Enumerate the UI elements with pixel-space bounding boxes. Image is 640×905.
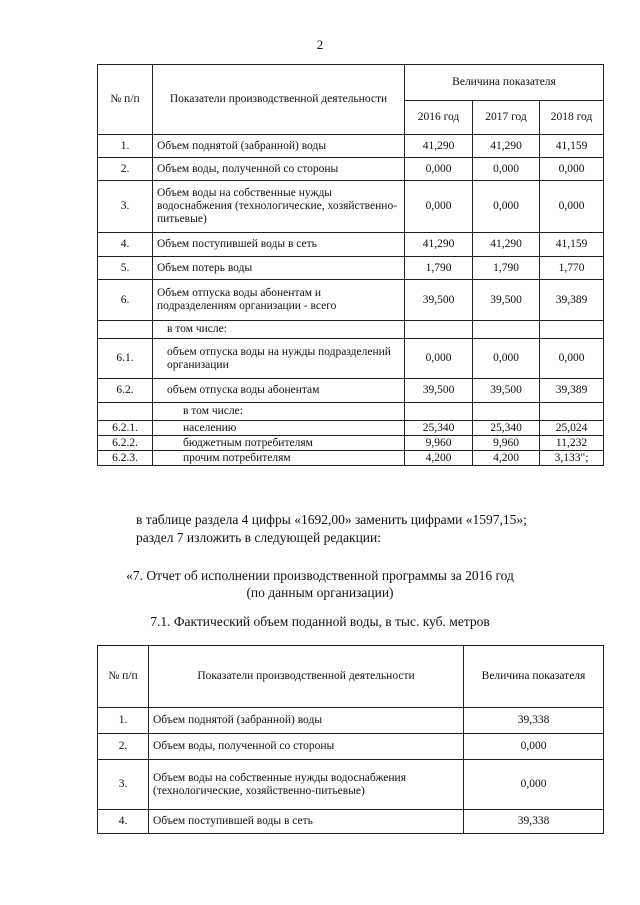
row-value: 0,000 bbox=[540, 158, 604, 181]
section-subtitle: (по данным организации) bbox=[246, 585, 394, 600]
table-row bbox=[98, 734, 604, 760]
production-table-2016-2018 bbox=[97, 64, 604, 466]
row-value: 39,389 bbox=[540, 379, 604, 403]
row-num: 4. bbox=[98, 233, 153, 257]
header-value: Величина показателя bbox=[464, 646, 604, 708]
table-row bbox=[98, 403, 604, 421]
row-value: 39,338 bbox=[464, 810, 604, 834]
row-value: 41,290 bbox=[405, 135, 473, 158]
row-value: 41,159 bbox=[540, 233, 604, 257]
paragraph-section-7: раздел 7 изложить в следующей редакции: bbox=[136, 530, 382, 545]
row-num: 5. bbox=[98, 257, 153, 280]
row-num: 2. bbox=[98, 158, 153, 181]
page-number: 2 bbox=[316, 37, 324, 52]
row-value: 0,000 bbox=[464, 760, 604, 810]
row-value: 25,340 bbox=[473, 421, 540, 436]
paragraph-replace-figures: в таблице раздела 4 цифры «1692,00» заменить цифрами «1597,15»; bbox=[136, 512, 527, 527]
row-num bbox=[98, 321, 153, 339]
row-value: 9,960 bbox=[405, 436, 473, 451]
row-label: Объем отпуска воды абонентам и подразделениям организации - всего bbox=[153, 280, 405, 321]
header-year: 2017 год bbox=[473, 101, 540, 135]
table-header-row bbox=[98, 65, 604, 101]
row-label: Объем поступившей воды в сеть bbox=[149, 810, 464, 834]
table-row bbox=[98, 257, 604, 280]
row-label: Объем воды на собственные нужды водоснабжения (технологические, хозяйственно-питьевые) bbox=[149, 760, 464, 810]
row-value: 39,500 bbox=[405, 280, 473, 321]
row-num: 6.2.3. bbox=[98, 451, 153, 466]
row-value: 41,290 bbox=[473, 135, 540, 158]
row-value: 0,000 bbox=[540, 339, 604, 379]
table-row bbox=[98, 233, 604, 257]
row-value: 1,790 bbox=[473, 257, 540, 280]
table-row bbox=[98, 436, 604, 451]
row-label: бюджетным потребителям bbox=[153, 436, 405, 451]
table-row bbox=[98, 181, 604, 233]
row-value: 39,500 bbox=[473, 379, 540, 403]
row-num: 4. bbox=[98, 810, 149, 834]
subsection-title: 7.1. Фактический объем поданной воды, в тыс. куб. метров bbox=[150, 614, 490, 629]
row-label: Объем поднятой (забранной) воды bbox=[149, 708, 464, 734]
row-label: Объем воды, полученной со стороны bbox=[153, 158, 405, 181]
row-value: 25,024 bbox=[540, 421, 604, 436]
row-value: 0,000 bbox=[473, 181, 540, 233]
row-value: 39,338 bbox=[464, 708, 604, 734]
row-label: в том числе: bbox=[153, 403, 405, 421]
table-row bbox=[98, 321, 604, 339]
row-value: 1,790 bbox=[405, 257, 473, 280]
row-num: 1. bbox=[98, 135, 153, 158]
row-value: 11,232 bbox=[540, 436, 604, 451]
row-num: 6.2.2. bbox=[98, 436, 153, 451]
row-value: 0,000 bbox=[405, 181, 473, 233]
row-value bbox=[473, 403, 540, 421]
row-num: 3. bbox=[98, 760, 149, 810]
row-label: прочим потребителям bbox=[153, 451, 405, 466]
table-header-row bbox=[98, 646, 604, 708]
header-year: 2018 год bbox=[540, 101, 604, 135]
row-label: Объем воды, полученной со стороны bbox=[149, 734, 464, 760]
table-row bbox=[98, 158, 604, 181]
row-label: объем отпуска воды на нужды подразделений организации bbox=[153, 339, 405, 379]
row-label: в том числе: bbox=[153, 321, 405, 339]
header-indicator: Показатели производственной деятельности bbox=[153, 65, 405, 135]
row-value: 41,159 bbox=[540, 135, 604, 158]
row-value: 0,000 bbox=[405, 339, 473, 379]
row-label: Объем потерь воды bbox=[153, 257, 405, 280]
row-label: населению bbox=[153, 421, 405, 436]
header-value: Величина показателя bbox=[405, 65, 604, 101]
row-value bbox=[405, 321, 473, 339]
table-row bbox=[98, 451, 604, 466]
row-value: 25,340 bbox=[405, 421, 473, 436]
row-value: 39,500 bbox=[405, 379, 473, 403]
row-value bbox=[405, 403, 473, 421]
row-value: 4,200 bbox=[405, 451, 473, 466]
header-num: № п/п bbox=[98, 646, 149, 708]
row-value: 0,000 bbox=[540, 181, 604, 233]
row-num: 6.2.1. bbox=[98, 421, 153, 436]
row-label: Объем поднятой (забранной) воды bbox=[153, 135, 405, 158]
row-num: 6.1. bbox=[98, 339, 153, 379]
row-value: 0,000 bbox=[473, 339, 540, 379]
header-num: № п/п bbox=[98, 65, 153, 135]
table-row bbox=[98, 421, 604, 436]
actual-water-volume-table bbox=[97, 645, 604, 834]
row-num: 6. bbox=[98, 280, 153, 321]
row-value: 4,200 bbox=[473, 451, 540, 466]
row-label: объем отпуска воды абонентам bbox=[153, 379, 405, 403]
row-value: 0,000 bbox=[405, 158, 473, 181]
header-year: 2016 год bbox=[405, 101, 473, 135]
table-row bbox=[98, 339, 604, 379]
table-row bbox=[98, 379, 604, 403]
row-num: 1. bbox=[98, 708, 149, 734]
row-value: 41,290 bbox=[405, 233, 473, 257]
row-num: 6.2. bbox=[98, 379, 153, 403]
table-row bbox=[98, 708, 604, 734]
row-value bbox=[540, 321, 604, 339]
row-num: 3. bbox=[98, 181, 153, 233]
row-value: 39,389 bbox=[540, 280, 604, 321]
row-value: 1,770 bbox=[540, 257, 604, 280]
row-value: 0,000 bbox=[464, 734, 604, 760]
section-title: «7. Отчет об исполнении производственной программы за 2016 год bbox=[126, 568, 514, 583]
row-value: 39,500 bbox=[473, 280, 540, 321]
header-indicator: Показатели производственной деятельности bbox=[149, 646, 464, 708]
table-row bbox=[98, 280, 604, 321]
row-value bbox=[540, 403, 604, 421]
row-num: 2. bbox=[98, 734, 149, 760]
row-label: Объем поступившей воды в сеть bbox=[153, 233, 405, 257]
row-value bbox=[473, 321, 540, 339]
row-value: 0,000 bbox=[473, 158, 540, 181]
row-label: Объем воды на собственные нужды водоснабжения (технологические, хозяйственно-питьевые) bbox=[153, 181, 405, 233]
row-value: 41,290 bbox=[473, 233, 540, 257]
row-num bbox=[98, 403, 153, 421]
row-value: 9,960 bbox=[473, 436, 540, 451]
table-row bbox=[98, 810, 604, 834]
row-value: 3,133"; bbox=[540, 451, 604, 466]
table-row bbox=[98, 760, 604, 810]
table-row bbox=[98, 135, 604, 158]
